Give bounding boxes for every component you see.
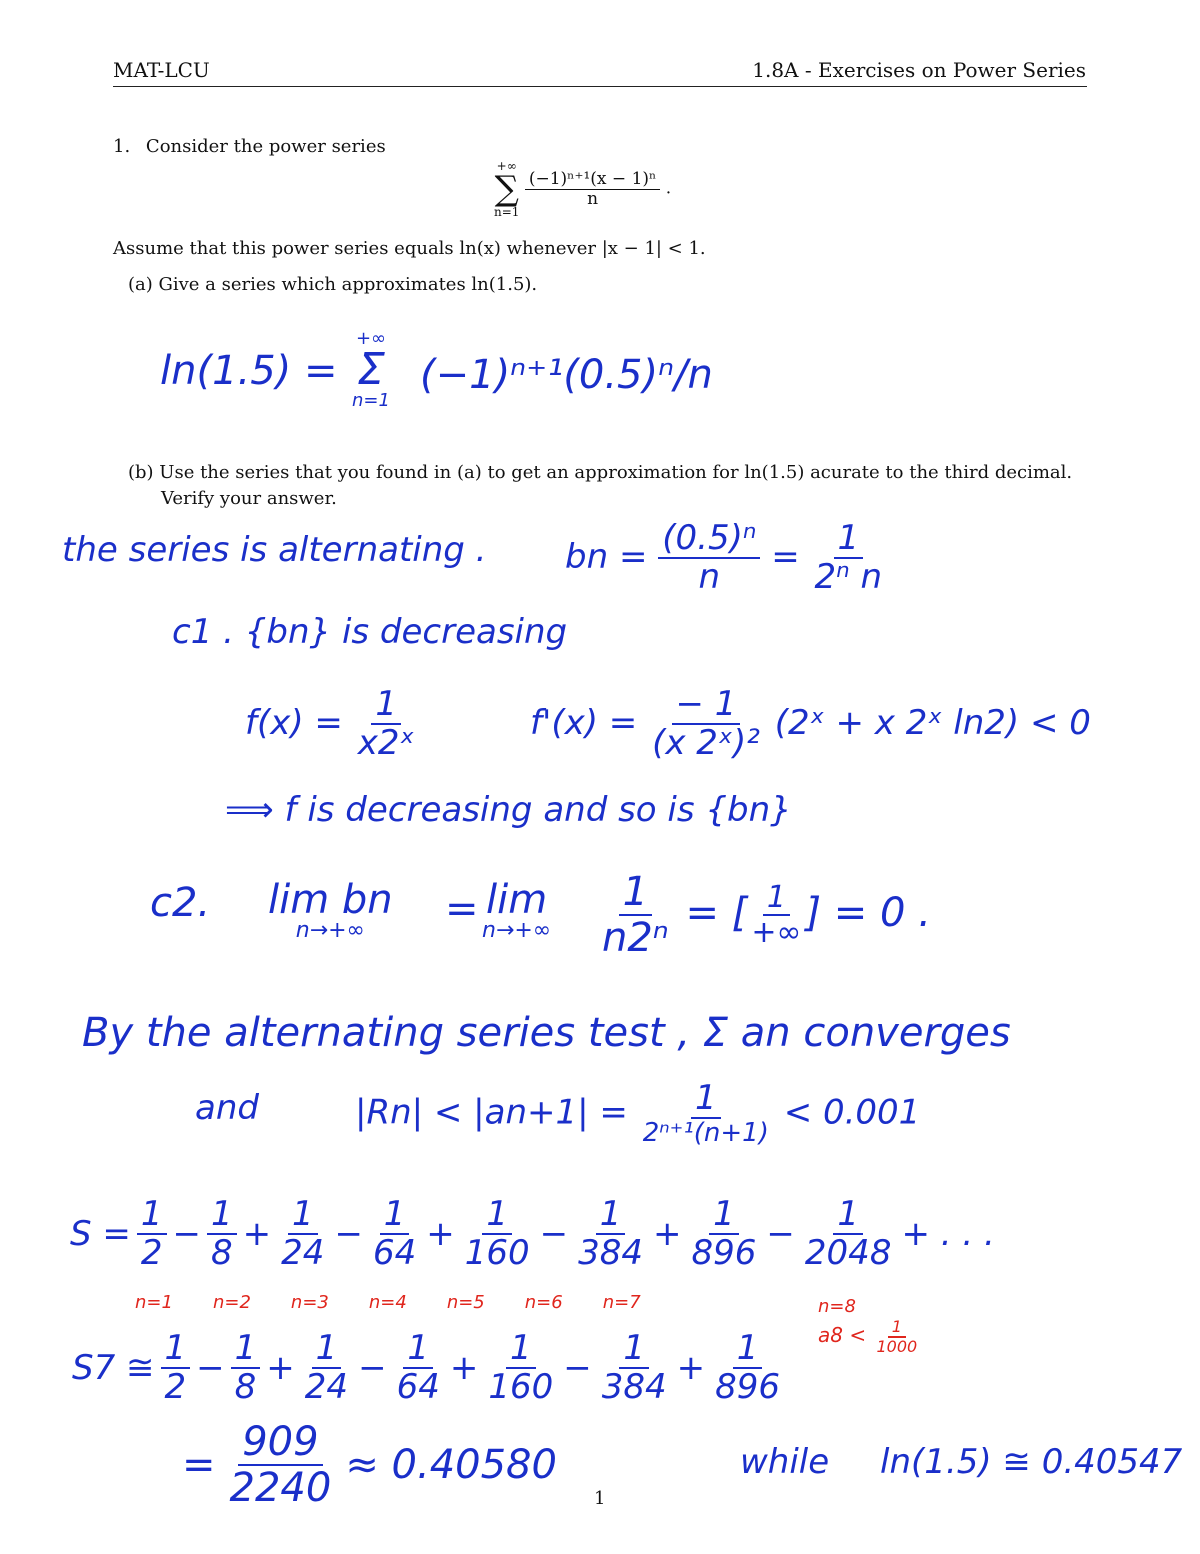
limit-2-block [482,877,552,943]
bracket-numerator: 1 [763,881,790,916]
answer-a-term: (−1)ⁿ⁺¹(0.5)ⁿ/n [420,352,713,398]
term-sign: − [358,1348,387,1389]
limit-fraction [598,870,673,960]
remainder-numerator: 1 [691,1080,721,1119]
term-sign: + [266,1348,295,1389]
remainder-tail: < 0.001 [783,1092,921,1133]
term-sign: − [539,1214,569,1255]
fpx-numerator: − 1 [672,686,741,725]
sigma-symbol: ∑ [494,169,519,209]
fpx-fraction [648,686,764,763]
term-fraction [688,1196,761,1273]
series-s-tail: + . . . [901,1214,995,1255]
sigma-upper: +∞ [496,159,517,173]
term-numerator: 1 [709,1196,739,1235]
term-numerator: 1 [619,1330,649,1369]
term-fraction [711,1330,784,1407]
term-numerator: 1 [288,1196,318,1235]
n-index-label: n=1 [135,1292,173,1313]
limit-result: = 0 . [833,890,931,936]
series-fraction [525,170,661,208]
series-s7-label: S7 ≅ [72,1348,155,1389]
n-index-label: n=2 [212,1292,251,1313]
condition-1: c1 . {bn} is decreasing [172,612,568,652]
a8-bound [818,1318,921,1355]
series-s-terms [137,1196,896,1273]
fx-fraction [354,686,419,763]
decreasing-conclusion: ⟹ f is decreasing and so is {bn} [225,790,792,830]
term-numerator: 1 [161,1330,191,1369]
bn-simplified-numerator: 1 [834,520,864,559]
series-period: . [665,178,672,199]
fpx-tail: (2ˣ + x 2ˣ ln2) < 0 [774,702,1091,743]
term-denominator: 64 [396,1367,440,1408]
bn-label: bn = [565,536,648,577]
term-fraction [161,1330,191,1407]
term-denominator: 160 [464,1233,530,1274]
bn-equals: = [771,536,800,577]
n-index-label: n=5 [446,1292,485,1313]
term-numerator: 1 [312,1330,342,1369]
alternating-test-conclusion: By the alternating series test , Σ an converges [82,1010,1011,1056]
series-s7-terms [161,1330,785,1407]
answer-a-sigma-lower: n=1 [352,390,390,411]
result-equals: = [182,1442,216,1488]
series-s7-row [72,1330,784,1407]
fpx-denominator: (x 2ˣ)² [652,723,760,764]
condition-2-limit-2 [482,877,552,943]
term-numerator: 1 [733,1330,763,1369]
term-denominator: 384 [601,1367,667,1408]
problem-number: 1. [113,136,131,157]
term-fraction [137,1196,167,1273]
bracket-close: ] [805,890,822,936]
term-sign: − [172,1214,202,1255]
series-denominator: n [587,188,599,209]
bn-numerator: (0.5)ⁿ [658,520,760,559]
fpx-label: f'(x) = [530,702,638,743]
sigma-lower: n=1 [494,205,520,219]
term-fraction [393,1330,444,1407]
term-fraction [598,1330,671,1407]
term-denominator: 2 [140,1233,163,1274]
term-numerator: 1 [482,1196,512,1235]
part-b-text-1: (b) Use the series that you found in (a) to get an approximation for ln(1.5) acurate to the third decimal. [128,462,1073,483]
power-series-formula [494,160,671,218]
n-index-label: n=3 [290,1292,329,1313]
term-denominator: 8 [211,1233,233,1274]
result-denominator: 2240 [229,1465,332,1511]
limit-2-sub: n→+∞ [482,918,552,943]
bn-simplified-fraction [811,520,887,597]
bracket-fraction [747,881,805,949]
limit-1-expr: lim bn [268,877,393,923]
term-sign: + [676,1348,706,1389]
condition-2-equals-2: = [685,890,719,936]
n8-label: n=8 [818,1296,856,1317]
sigma [494,160,519,218]
n-index-label: n=4 [368,1292,407,1313]
term-numerator: 1 [403,1330,433,1369]
term-denominator: 64 [372,1233,417,1274]
term-numerator: 1 [231,1330,261,1369]
term-sign: − [196,1348,225,1389]
term-denominator: 160 [488,1367,554,1408]
term-denominator: 384 [578,1233,644,1274]
bracket-open: [ [731,890,748,936]
term-denominator: 24 [281,1233,325,1274]
term-sign: − [766,1214,795,1255]
term-fraction [801,1196,896,1273]
condition-2-label: c2. [150,880,211,926]
limit-1-block [268,877,393,943]
conclusion-and: and [195,1088,259,1128]
limit-fraction-numerator: 1 [619,870,652,916]
term-sign: − [334,1214,363,1255]
term-sign: − [563,1348,592,1389]
limit-fraction-denominator: n2ⁿ [602,915,669,961]
assumption-text: Assume that this power series equals ln(x) whenever |x − 1| < 1. [113,238,706,259]
term-numerator: 1 [380,1196,410,1235]
header-course: MAT-LCU [113,58,210,82]
answer-a-sigma-upper: +∞ [355,328,387,349]
result-fraction [226,1420,336,1510]
header-title: 1.8A - Exercises on Power Series [752,58,1086,82]
a8-fraction [872,1318,921,1355]
term-numerator: 1 [833,1196,863,1235]
term-numerator: 1 [596,1196,626,1235]
term-denominator: 8 [234,1367,257,1408]
term-fraction [484,1330,557,1407]
term-sign: + [242,1214,272,1255]
n-index-label: n=6 [524,1292,563,1313]
limit-1-sub: n→+∞ [295,918,365,943]
alternating-note: the series is alternating . [62,530,487,570]
term-denominator: 2048 [804,1233,892,1274]
series-numerator: (−1)ⁿ⁺¹(x − 1)ⁿ [525,170,661,190]
header-rule [113,86,1087,87]
ln-actual-value: ln(1.5) ≅ 0.40547 [880,1442,1183,1482]
answer-a-sum [352,330,390,410]
n8-note [818,1296,856,1317]
fx-numerator: 1 [371,686,401,725]
bn-simplified-denominator: 2ⁿ n [814,557,883,598]
term-sign: + [653,1214,682,1255]
term-fraction [461,1196,534,1273]
bn-definition [565,520,886,597]
term-sign: + [426,1214,455,1255]
term-fraction [574,1196,647,1273]
result-approx: ≈ 0.40580 [345,1442,557,1488]
condition-2-fraction [598,870,931,960]
page-number: 1 [594,1488,606,1509]
term-fraction [231,1330,261,1407]
problem-intro-text: Consider the power series [145,136,386,157]
term-fraction [369,1196,420,1273]
part-b-text-2: Verify your answer. [161,488,337,509]
fx-denominator: x2ˣ [357,723,415,764]
a8-label: a8 < [818,1323,867,1348]
bracket-denominator: +∞ [751,915,802,950]
term-numerator: 1 [207,1196,237,1235]
bn-fraction [658,520,760,597]
remainder-fraction [639,1080,773,1148]
bn-denominator: n [698,557,721,598]
limit-2-expr: lim [485,877,548,923]
term-fraction [301,1330,352,1407]
term-fraction [207,1196,237,1273]
remainder-bound [355,1080,920,1148]
fx-label: f(x) = [245,702,343,743]
while-label: while [740,1442,830,1482]
series-s-row [70,1196,995,1273]
condition-2-limit-1 [268,877,393,943]
term-fraction [277,1196,328,1273]
fpx-definition [530,686,1091,763]
series-s-label: S = [70,1214,131,1255]
n-index-labels [135,1292,641,1313]
term-numerator: 1 [506,1330,536,1369]
condition-2-equals-1: = [445,886,479,932]
result-numerator: 909 [238,1420,322,1466]
term-numerator: 1 [137,1196,167,1235]
term-denominator: 24 [304,1367,349,1408]
term-denominator: 2 [164,1367,187,1408]
remainder-expr: |Rn| < |an+1| = [355,1092,628,1133]
n-index-label: n=7 [602,1292,641,1313]
term-sign: + [449,1348,479,1389]
part-a-text: (a) Give a series which approximates ln(1.5). [128,274,538,295]
result-row [182,1420,557,1510]
answer-a-lhs: ln(1.5) = [160,348,338,394]
a8-numerator: 1 [888,1318,906,1338]
answer-a-sigma [352,330,390,410]
term-denominator: 896 [691,1233,757,1274]
a8-denominator: 1000 [876,1336,918,1356]
answer-a-sigma-symbol: Σ [357,344,385,395]
remainder-denominator: 2ⁿ⁺¹(n+1) [642,1118,769,1149]
term-denominator: 896 [715,1367,781,1408]
fx-definition [245,686,419,763]
problem-intro [113,136,386,157]
